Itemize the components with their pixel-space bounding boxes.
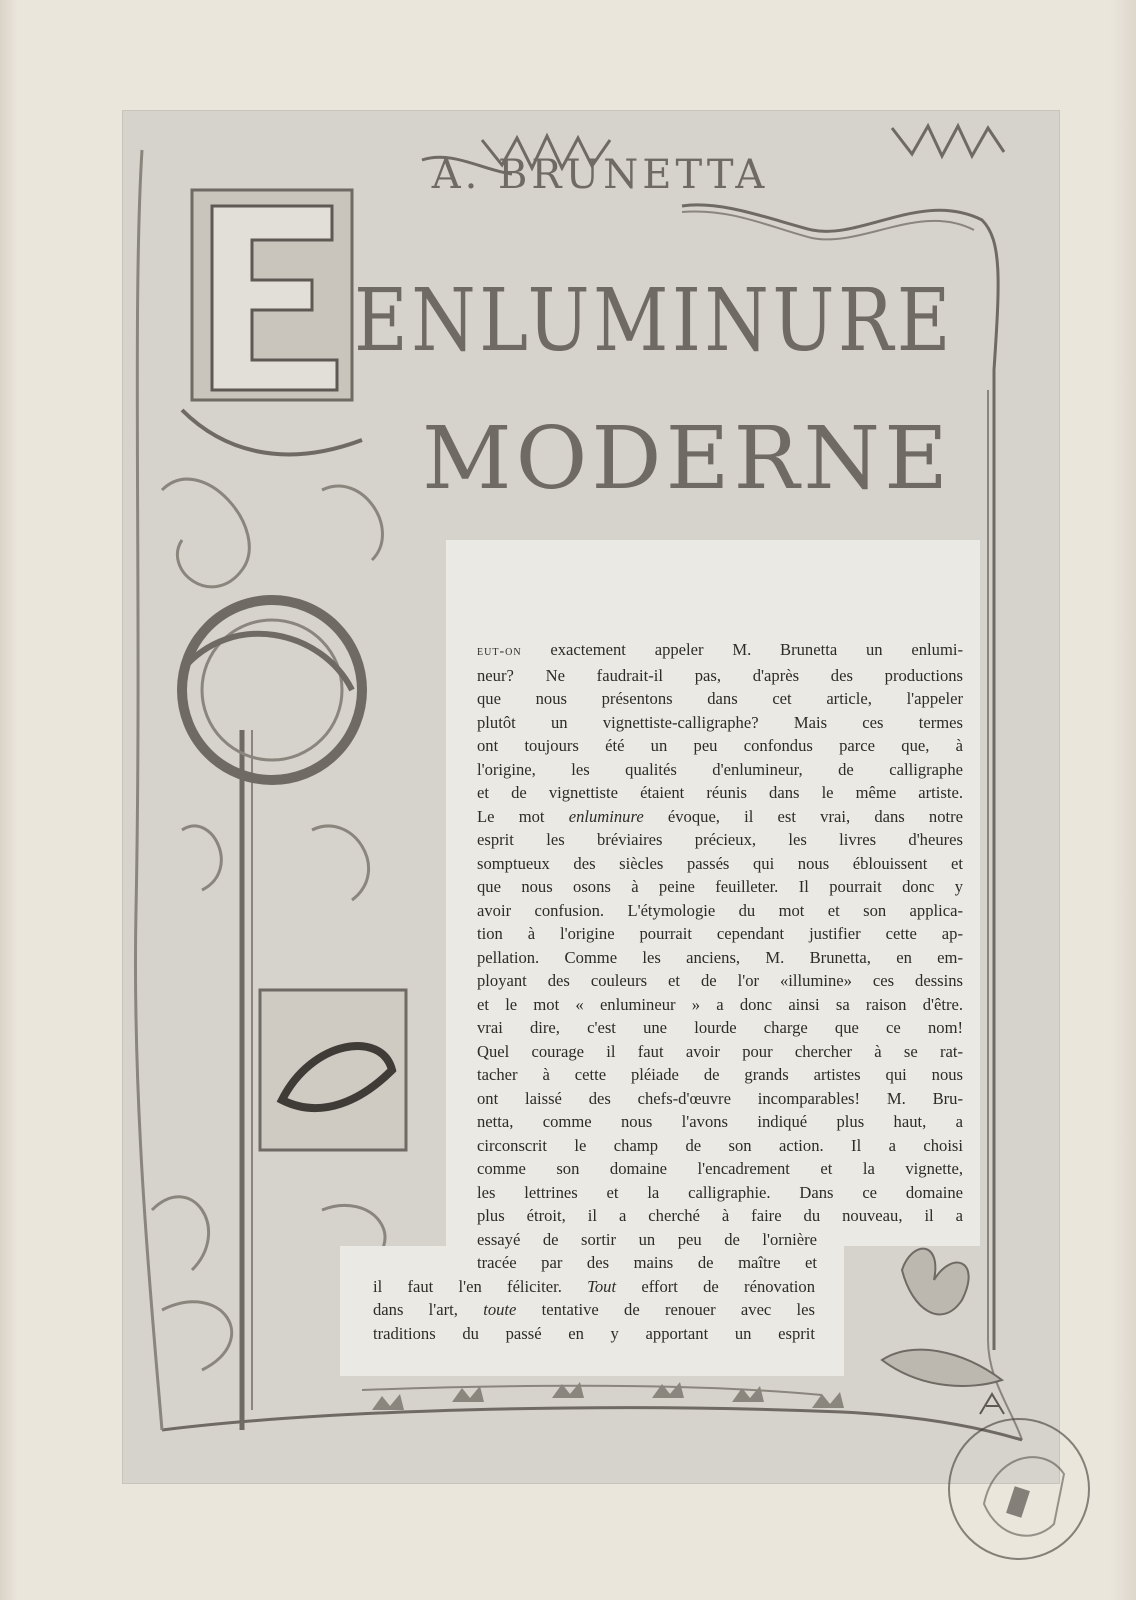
text-run: tentative de renouer avec les <box>541 1300 815 1319</box>
text-line: tracée par des mains de maître et <box>477 1253 817 1272</box>
text-line: et le mot « enlumineur » a donc ainsi sa raison d'être. <box>477 994 963 1014</box>
article-body <box>373 638 964 1345</box>
text-line <box>373 1275 815 1299</box>
title-line-2: MODERNE <box>422 409 952 509</box>
text-line: tion à l'origine pourrait cependant justifier cette ap- <box>477 924 963 943</box>
text-line: Quel courage il faut avoir pour chercher à se rat- <box>477 1041 963 1061</box>
text-line: et de vignettiste étaient réunis dans le même artiste. <box>477 783 963 802</box>
text-run: Le mot <box>477 806 545 826</box>
text-run: effort de rénovation <box>641 1276 816 1296</box>
text-line: somptueux des siècles passés qui nous éblouissent et <box>477 853 963 873</box>
artist-heading: A. BRUNETTA <box>431 152 769 198</box>
library-stamp-icon <box>944 1414 1094 1564</box>
text-line: essayé de sortir un peu de l'ornière <box>477 1229 817 1249</box>
text-line: ployant des couleurs et de l'or «illumine» ces dessins <box>477 971 963 990</box>
text-line: vrai dire, c'est une lourde charge que ce nom! <box>477 1018 963 1037</box>
title-line-1: ENLUMINURE <box>354 271 954 371</box>
text-line: que nous osons à peine feuilleter. Il pourrait donc y <box>477 877 963 896</box>
text-line: l'origine, les qualités d'enlumineur, de calligraphe <box>477 759 963 779</box>
text-line: plus étroit, il a cherché à faire du nouveau, il a <box>477 1206 963 1225</box>
text-run: évoque, il est vrai, dans notre <box>667 806 964 826</box>
text-line: plutôt un vignettiste-calligraphe? Mais ces termes <box>477 712 963 732</box>
text-line: pellation. Comme les anciens, M. Brunetta, en em- <box>477 947 963 967</box>
text-line: tacher à cette pléiade de grands artistes qui nous <box>477 1065 963 1084</box>
artist-monogram-icon <box>980 1394 1004 1414</box>
text-line: ont laissé des chefs-d'œuvre incomparables! M. Bru- <box>477 1088 963 1108</box>
text-line: avoir confusion. L'étymologie du mot et son applica- <box>477 900 963 920</box>
italic-term: Tout <box>587 1276 617 1296</box>
text-line: les lettrines et la calligraphie. Dans ce domaine <box>477 1182 963 1202</box>
text-line <box>477 638 963 664</box>
text-line: circonscrit le champ de son action. Il a choisi <box>477 1135 963 1155</box>
lead-word: eut-on <box>477 644 522 659</box>
text-run: dans l'art, <box>373 1300 458 1319</box>
text-line: neur? Ne faudrait-il pas, d'après des productions <box>477 665 963 685</box>
text-run: il faut l'en féliciter. <box>373 1276 562 1296</box>
text-line: esprit les bréviaires précieux, les livres d'heures <box>477 830 963 849</box>
italic-term: enluminure <box>568 806 644 826</box>
text-line: ont toujours été un peu confondus parce que, à <box>477 736 963 755</box>
text-line: netta, comme nous l'avons indiqué plus haut, a <box>477 1112 963 1131</box>
text-line <box>373 1298 815 1322</box>
text-line: traditions du passé en y apportant un esprit <box>373 1323 815 1343</box>
italic-term: toute <box>483 1300 517 1319</box>
text-line <box>477 805 963 829</box>
text-line: comme son domaine l'encadrement et la vignette, <box>477 1159 963 1178</box>
text-line: que nous présentons dans cet article, l'appeler <box>477 689 963 708</box>
text-run: exactement appeler M. Brunetta un enlumi- <box>550 640 963 659</box>
